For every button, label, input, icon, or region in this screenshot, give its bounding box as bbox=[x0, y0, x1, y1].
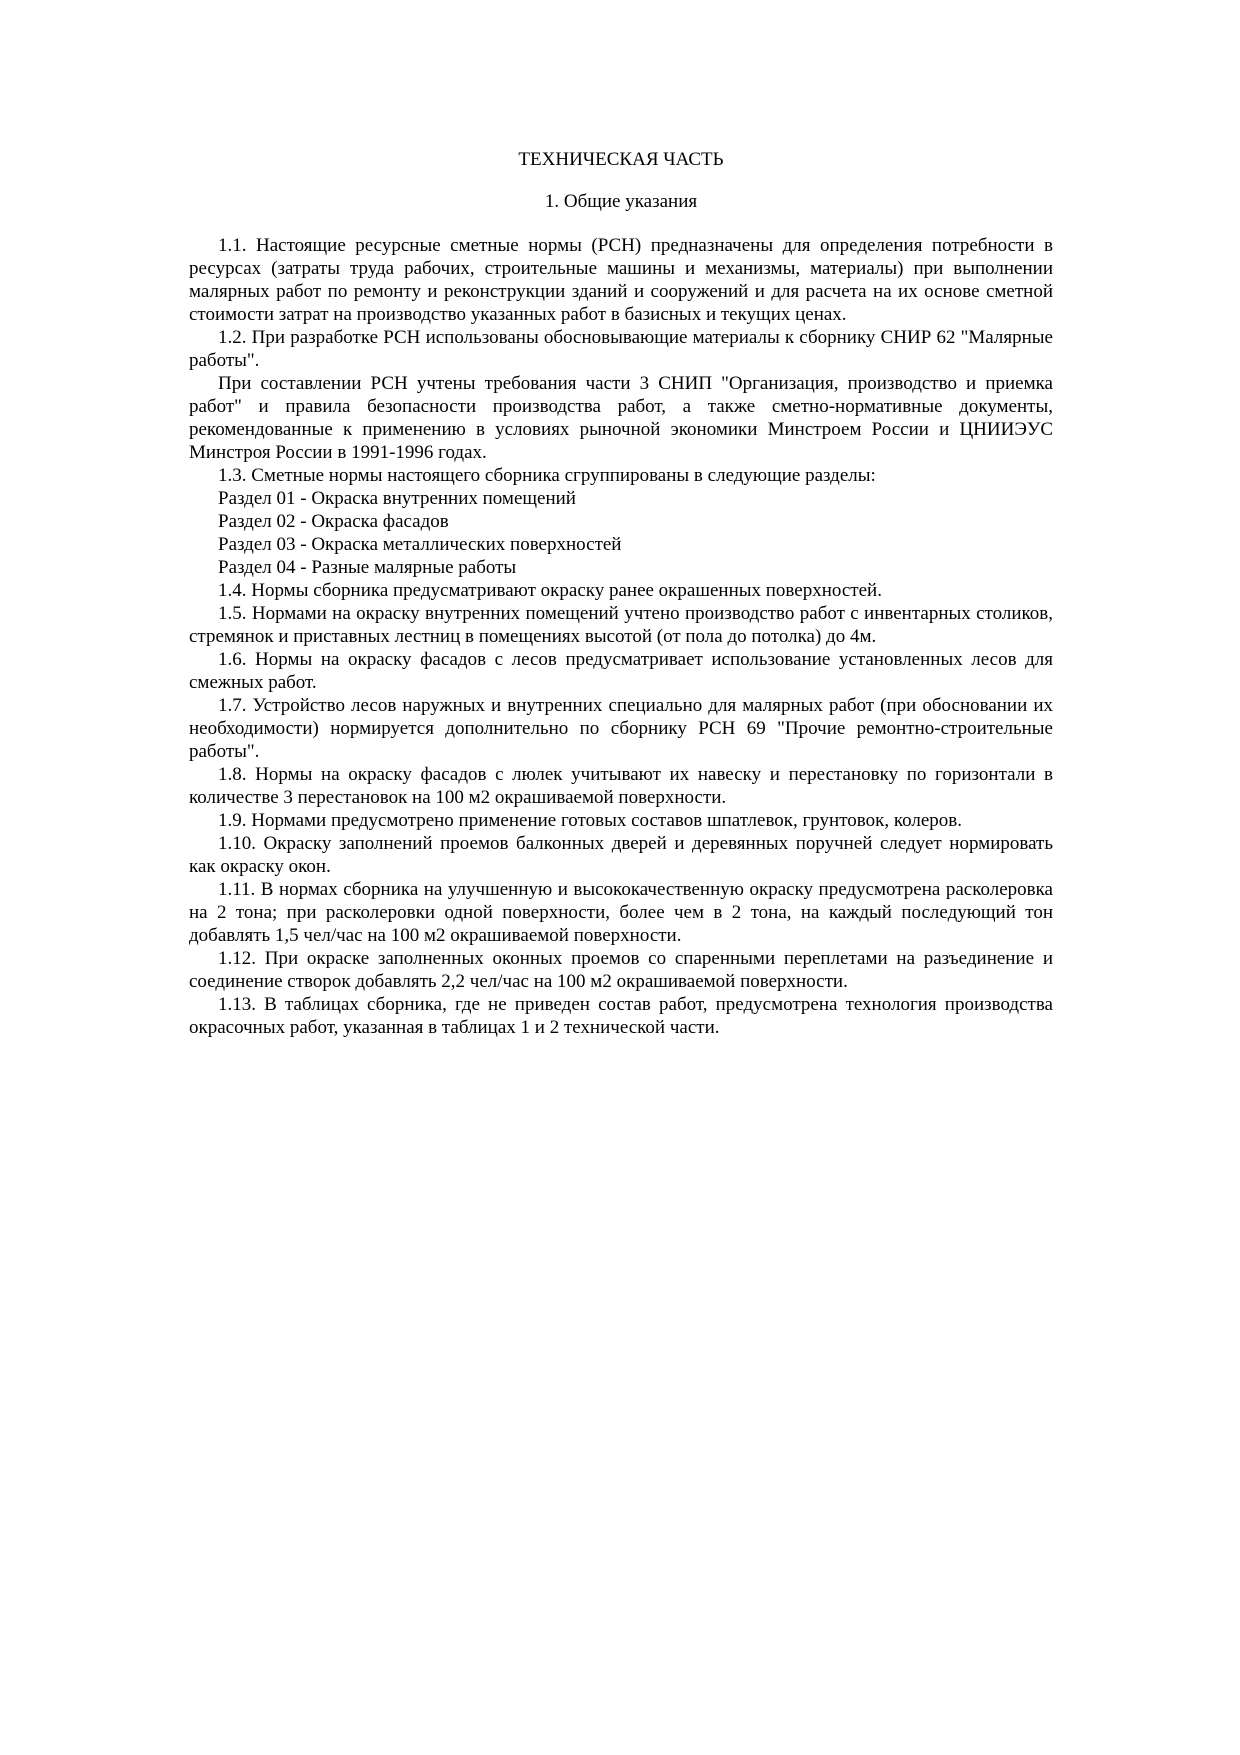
section-list-item-03: Раздел 03 - Окраска металлических поверхностей bbox=[218, 534, 622, 555]
paragraph-1-4: 1.4. Нормы сборника предусматривают окраску ранее окрашенных поверхностей. bbox=[218, 580, 882, 601]
paragraph-1-12: 1.12. При окраске заполненных оконных проемов со спаренными переплетами на разъединение и соединение створок добавлять 2,2 чел/час на 100 м2 окрашиваемой поверхности. bbox=[189, 948, 1053, 992]
paragraph-1-2-continued: При составлении РСН учтены требования части 3 СНИП "Организация, производство и приемка работ" и правила безопасности производства работ, а также сметно-нормативные документы, рекомендованные к применению в условиях рыночной экономики Минстроем России и ЦНИИЭУС Минстроя России в 1991-1996 годах. bbox=[189, 373, 1053, 463]
paragraph-1-8: 1.8. Нормы на окраску фасадов с люлек учитывают их навеску и перестановку по горизонтали в количестве 3 перестановок на 100 м2 окрашиваемой поверхности. bbox=[189, 764, 1053, 808]
section-list-item-04: Раздел 04 - Разные малярные работы bbox=[218, 557, 517, 578]
document-title: ТЕХНИЧЕСКАЯ ЧАСТЬ bbox=[518, 149, 724, 170]
paragraph-1-7: 1.7. Устройство лесов наружных и внутренних специально для малярных работ (при обосновании их необходимости) нормируется дополнительно по сборнику РСН 69 "Прочие ремонтно-строительные работы". bbox=[189, 695, 1053, 762]
paragraph-1-9: 1.9. Нормами предусмотрено применение готовых составов шпатлевок, грунтовок, колеров. bbox=[218, 810, 962, 831]
paragraph-1-11: 1.11. В нормах сборника на улучшенную и высококачественную окраску предусмотрена расколеровка на 2 тона; при расколеровки одной поверхности, более чем в 2 тона, на каждый последующий тон добавлять 1,5 чел/час на 100 м2 окрашиваемой поверхности. bbox=[189, 879, 1053, 946]
section-list-item-02: Раздел 02 - Окраска фасадов bbox=[218, 511, 449, 532]
paragraph-1-5: 1.5. Нормами на окраску внутренних помещений учтено производство работ с инвентарных столиков, стремянок и приставных лестниц в помещениях высотой (от пола до потолка) до 4м. bbox=[189, 603, 1053, 647]
section-list-item-01: Раздел 01 - Окраска внутренних помещений bbox=[218, 488, 576, 509]
paragraph-1-13: 1.13. В таблицах сборника, где не приведен состав работ, предусмотрена технология производства окрасочных работ, указанная в таблицах 1 и 2 технической части. bbox=[189, 994, 1053, 1038]
paragraph-1-6: 1.6. Нормы на окраску фасадов с лесов предусматривает использование установленных лесов для смежных работ. bbox=[189, 649, 1053, 693]
section-heading: 1. Общие указания bbox=[544, 191, 698, 212]
document-page bbox=[189, 148, 1053, 1039]
paragraph-1-10: 1.10. Окраску заполнений проемов балконных дверей и деревянных поручней следует нормировать как окраску окон. bbox=[189, 833, 1053, 877]
paragraph-1-3: 1.3. Сметные нормы настоящего сборника сгруппированы в следующие разделы: bbox=[218, 465, 876, 486]
paragraph-1-2: 1.2. При разработке РСН использованы обосновывающие материалы к сборнику СНИР 62 "Малярные работы". bbox=[189, 327, 1053, 371]
paragraph-1-1: 1.1. Настоящие ресурсные сметные нормы (РСН) предназначены для определения потребности в ресурсах (затраты труда рабочих, строительные машины и механизмы, материалы) при выполнении малярных работ по ремонту и реконструкции зданий и сооружений и для расчета на их основе сметной стоимости затрат на производство указанных работ в базисных и текущих ценах. bbox=[189, 235, 1053, 325]
